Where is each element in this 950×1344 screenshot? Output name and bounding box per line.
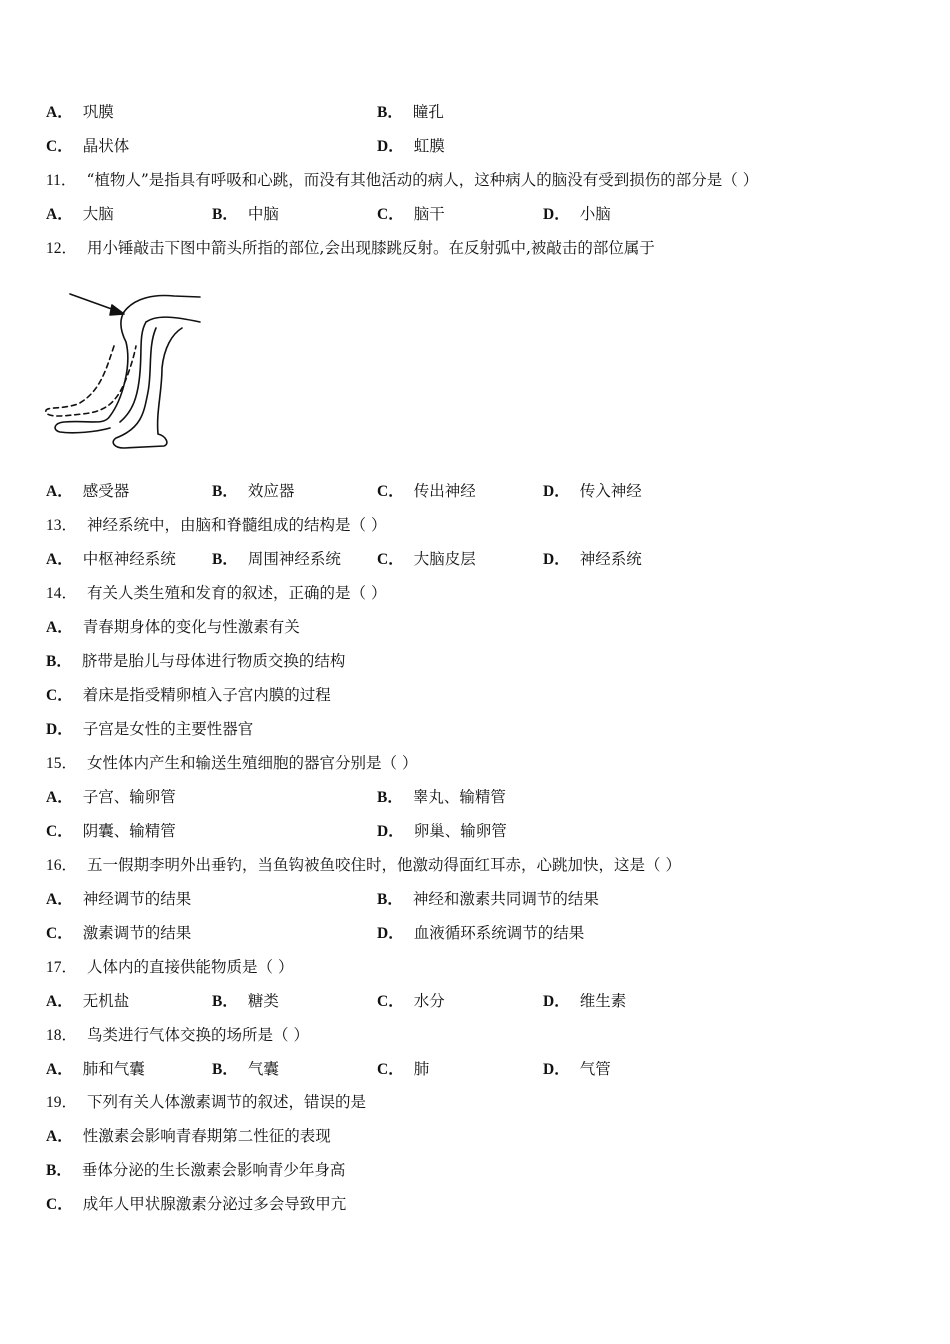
q17-option-b: B． 糖类 <box>212 992 279 1010</box>
q13-option-b: B． 周围神经系统 <box>212 550 341 568</box>
q19-stem: 19． 下列有关人体激素调节的叙述，错误的是 <box>46 1093 367 1111</box>
q18-option-b: B． 气囊 <box>212 1060 279 1078</box>
q12-option-c: C． 传出神经 <box>377 482 476 500</box>
q15-stem: 15． 女性体内产生和输送生殖细胞的器官分别是（ ） <box>46 754 418 772</box>
q18-stem: 18． 鸟类进行气体交换的场所是（ ） <box>46 1026 309 1044</box>
q15-option-d: D． 卵巢、输卵管 <box>377 822 507 840</box>
q12-stem: 12． 用小锤敲击下图中箭头所指的部位,会出现膝跳反射。在反射弧中,被敲击的部位属于 <box>46 239 655 257</box>
q15-option-a: A． 子宫、输卵管 <box>46 788 176 806</box>
q19-option-c: C． 成年人甲状腺激素分泌过多会导致甲亢 <box>46 1195 347 1213</box>
q13-stem: 13． 神经系统中，由脑和脊髓组成的结构是（ ） <box>46 516 387 534</box>
q11-option-d: D． 小脑 <box>543 205 611 223</box>
q19-option-a: A． 性激素会影响青春期第二性征的表现 <box>46 1127 331 1145</box>
q11-stem: 11． “植物人”是指具有呼吸和心跳，而没有其他活动的病人，这种病人的脑没有受到损伤的部分是（ ） <box>46 171 759 189</box>
q16-option-a: A． 神经调节的结果 <box>46 890 192 908</box>
q12-option-d: D． 传入神经 <box>543 482 642 500</box>
q14-option-a: A． 青春期身体的变化与性激素有关 <box>46 618 300 636</box>
q17-option-d: D． 维生素 <box>543 992 627 1010</box>
q13-option-a: A． 中枢神经系统 <box>46 550 176 568</box>
q13-option-d: D． 神经系统 <box>543 550 642 568</box>
q10-option-d: D． 虹膜 <box>377 137 445 155</box>
q14-stem: 14． 有关人类生殖和发育的叙述，正确的是（ ） <box>46 584 387 602</box>
q17-option-c: C． 水分 <box>377 992 445 1010</box>
q14-option-c: C． 着床是指受精卵植入子宫内膜的过程 <box>46 686 331 704</box>
q10-option-b: B． 瞳孔 <box>377 103 444 121</box>
q19-option-b: B． 垂体分泌的生长激素会影响青少年身高 <box>46 1161 346 1179</box>
q16-stem: 16． 五一假期李明外出垂钓，当鱼钩被鱼咬住时，他激动得面红耳赤，心跳加快，这是（ ） <box>46 856 681 874</box>
q14-option-d: D． 子宫是女性的主要性器官 <box>46 720 254 738</box>
q12-option-b: B． 效应器 <box>212 482 295 500</box>
q17-stem: 17． 人体内的直接供能物质是（ ） <box>46 958 294 976</box>
q18-option-c: C． 肺 <box>377 1060 430 1078</box>
arrow-head <box>110 305 124 315</box>
q11-option-a: A． 大脑 <box>46 205 114 223</box>
q15-option-c: C． 阴囊、输精管 <box>46 822 176 840</box>
q10-option-c: C． 晶状体 <box>46 137 130 155</box>
q14-option-b: B． 脐带是胎儿与母体进行物质交换的结构 <box>46 652 346 670</box>
q13-option-c: C． 大脑皮层 <box>377 550 476 568</box>
q12-option-a: A． 感受器 <box>46 482 130 500</box>
q18-option-a: A． 肺和气囊 <box>46 1060 145 1078</box>
q11-option-c: C． 脑干 <box>377 205 445 223</box>
q16-option-b: B． 神经和激素共同调节的结果 <box>377 890 599 908</box>
q10-option-a: A． 巩膜 <box>46 103 114 121</box>
q18-option-d: D． 气管 <box>543 1060 611 1078</box>
q16-option-c: C． 激素调节的结果 <box>46 924 192 942</box>
knee-reflex-figure <box>44 288 204 454</box>
q15-option-b: B． 睾丸、输精管 <box>377 788 506 806</box>
knee-leg-illustration <box>44 288 204 454</box>
q11-option-b: B． 中脑 <box>212 205 279 223</box>
q17-option-a: A． 无机盐 <box>46 992 130 1010</box>
q16-option-d: D． 血液循环系统调节的结果 <box>377 924 585 942</box>
